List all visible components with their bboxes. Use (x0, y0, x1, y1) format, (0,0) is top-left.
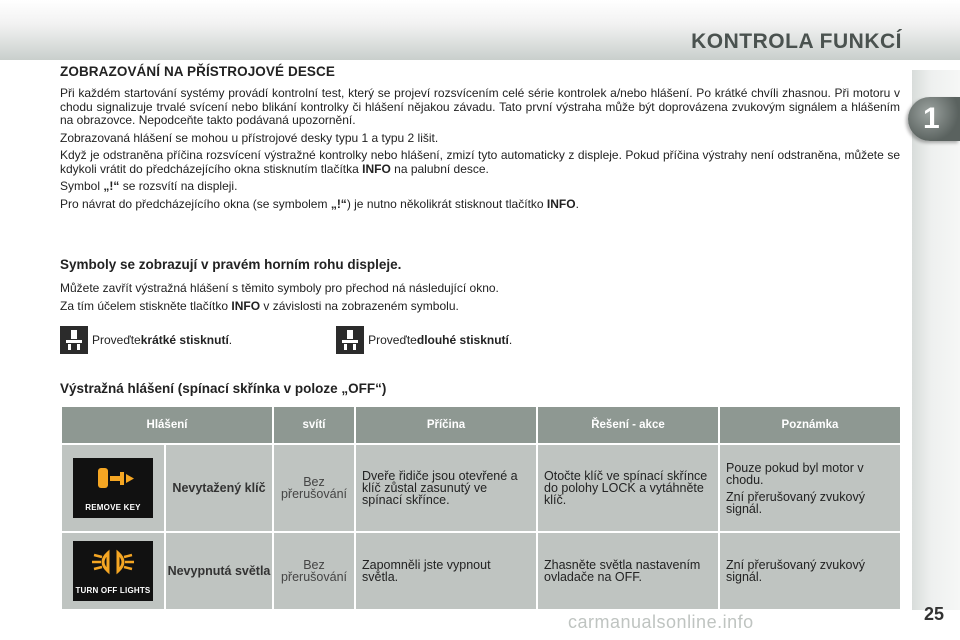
note-line: Zní přerušovaný zvukový signál. (726, 489, 865, 516)
cause-text: Dveře řidiče jsou otevřené a klíč zůstal zasunutý ve spínací skřínce. (356, 445, 536, 531)
cause-text: Zapomněli jste vypnout světla. (356, 533, 536, 609)
message-name: Nevypnutá světla (166, 533, 272, 609)
page-number: 25 (923, 604, 944, 624)
th-action: Řešení - akce (538, 407, 718, 443)
section1-p2: Zobrazovaná hlášení se mohou u přístrojové desky typu 1 a typu 2 lišit. (60, 130, 439, 145)
remove-key-lamp-icon (73, 458, 153, 518)
short-press-label: krátké stisknutí (140, 333, 229, 347)
side-strip (912, 70, 960, 610)
action-text: Otočte klíč ve spínací skřínce do polohy LOCK a vytáhněte klíč. (538, 445, 718, 531)
lights-lamp-icon (73, 541, 153, 601)
p4-text-a: Symbol (60, 179, 104, 193)
th-cause: Příčina (356, 407, 536, 443)
chapter-tab[interactable] (908, 97, 960, 141)
section1-p1: Při každém startování systémy provádí kontrolní test, který se projeví rozsvícením celé série kontrolek a/nebo hlášení. Po krátké chvíli zhasnou. Při motoru v chodu signalizuje trvalé svícení nebo blikání kontrolky či hlášení nějakou závadu. Tato první výstraha může být doprovázena zvukovým signálem a hlášením na obrazovce. Nepodceňte takto podávaná upozornění. (60, 86, 900, 127)
table-header-row (62, 407, 900, 443)
th-message: Hlášení (62, 407, 272, 443)
content (60, 64, 900, 406)
watermark: carmanualsonline.info (568, 612, 754, 632)
short-press-item (60, 326, 232, 354)
table-row (62, 533, 900, 609)
p4-symbol: „!“ (103, 179, 120, 193)
person-press-icon (60, 326, 88, 354)
note-line: Pouze pokud byl motor v chodu. (726, 460, 864, 487)
s2p2-text-a: Za tím účelem stiskněte tlačítko (60, 298, 232, 313)
p4-text-c: se rozsvítí na displeji. (119, 179, 238, 193)
section2-p2 (60, 300, 900, 314)
short-press-text-a: Proveďte (92, 333, 141, 347)
p5-info: INFO (546, 196, 576, 211)
long-press-text-a: Proveďte (368, 333, 417, 347)
th-lit: svítí (274, 407, 354, 443)
section1-p4 (60, 180, 900, 194)
p3-info: INFO (362, 161, 391, 176)
section1-p3 (60, 149, 900, 176)
p3-text-c: na palubní desce. (390, 161, 489, 176)
table-row (62, 445, 900, 531)
message-name: Nevytažený klíč (166, 445, 272, 531)
lit-mode: Bez přerušování (274, 445, 354, 531)
p5-text-a: Pro návrat do předcházejícího okna (se symbolem (60, 196, 331, 211)
lit-mode: Bez přerušování (274, 533, 354, 609)
chapter-number: 1 (923, 102, 940, 135)
s2p2-info: INFO (231, 298, 261, 313)
press-row (60, 325, 900, 355)
long-press-text-c: . (508, 333, 513, 347)
short-press-text-c: . (228, 333, 233, 347)
lamp-cell (62, 533, 164, 609)
p3-text-a: Když je odstraněna příčina rozsvícení výstražné kontrolky nebo hlášení, zmizí tyto automaticky z displeje. Pokud příčina výstrahy není odstraněna, můžete se kdykoli vrátit do předcházejícího okna stisknutím tlačítka (60, 148, 900, 176)
lamp-label: TURN OFF LIGHTS (75, 586, 151, 595)
note-cell (720, 533, 900, 609)
long-press-item (336, 326, 512, 354)
note-cell (720, 445, 900, 531)
p5-symbol: „!“ (330, 196, 347, 211)
p5-text-e: . (575, 196, 579, 211)
th-note: Poznámka (720, 407, 900, 443)
p5-text-c: ) je nutno několikrát stisknout tlačítko (346, 196, 547, 211)
section2-title: Symboly se zobrazují v pravém horním rohu displeje. (60, 257, 402, 272)
section3-title: Výstražná hlášení (spínací skřínka v poloze „OFF“) (60, 381, 387, 396)
section2-p1: Můžete zavřít výstražná hlášení s těmito symboly pro přechod ná následující okno. (60, 281, 499, 295)
person-press-icon (336, 326, 364, 354)
note-line: Zní přerušovaný zvukový signál. (726, 558, 865, 584)
lamp-cell (62, 445, 164, 531)
long-press-label: dlouhé stisknutí (416, 333, 509, 347)
warning-table (60, 405, 902, 611)
section1-p5 (60, 198, 900, 212)
s2p2-text-c: v závislosti na zobrazeném symbolu. (260, 298, 459, 313)
page-title: KONTROLA FUNKCÍ (691, 30, 902, 53)
section1-title: ZOBRAZOVÁNÍ NA PŘÍSTROJOVÉ DESCE (60, 64, 335, 79)
action-text: Zhasněte světla nastavením ovladače na OFF. (538, 533, 718, 609)
lamp-label: REMOVE KEY (85, 503, 141, 512)
